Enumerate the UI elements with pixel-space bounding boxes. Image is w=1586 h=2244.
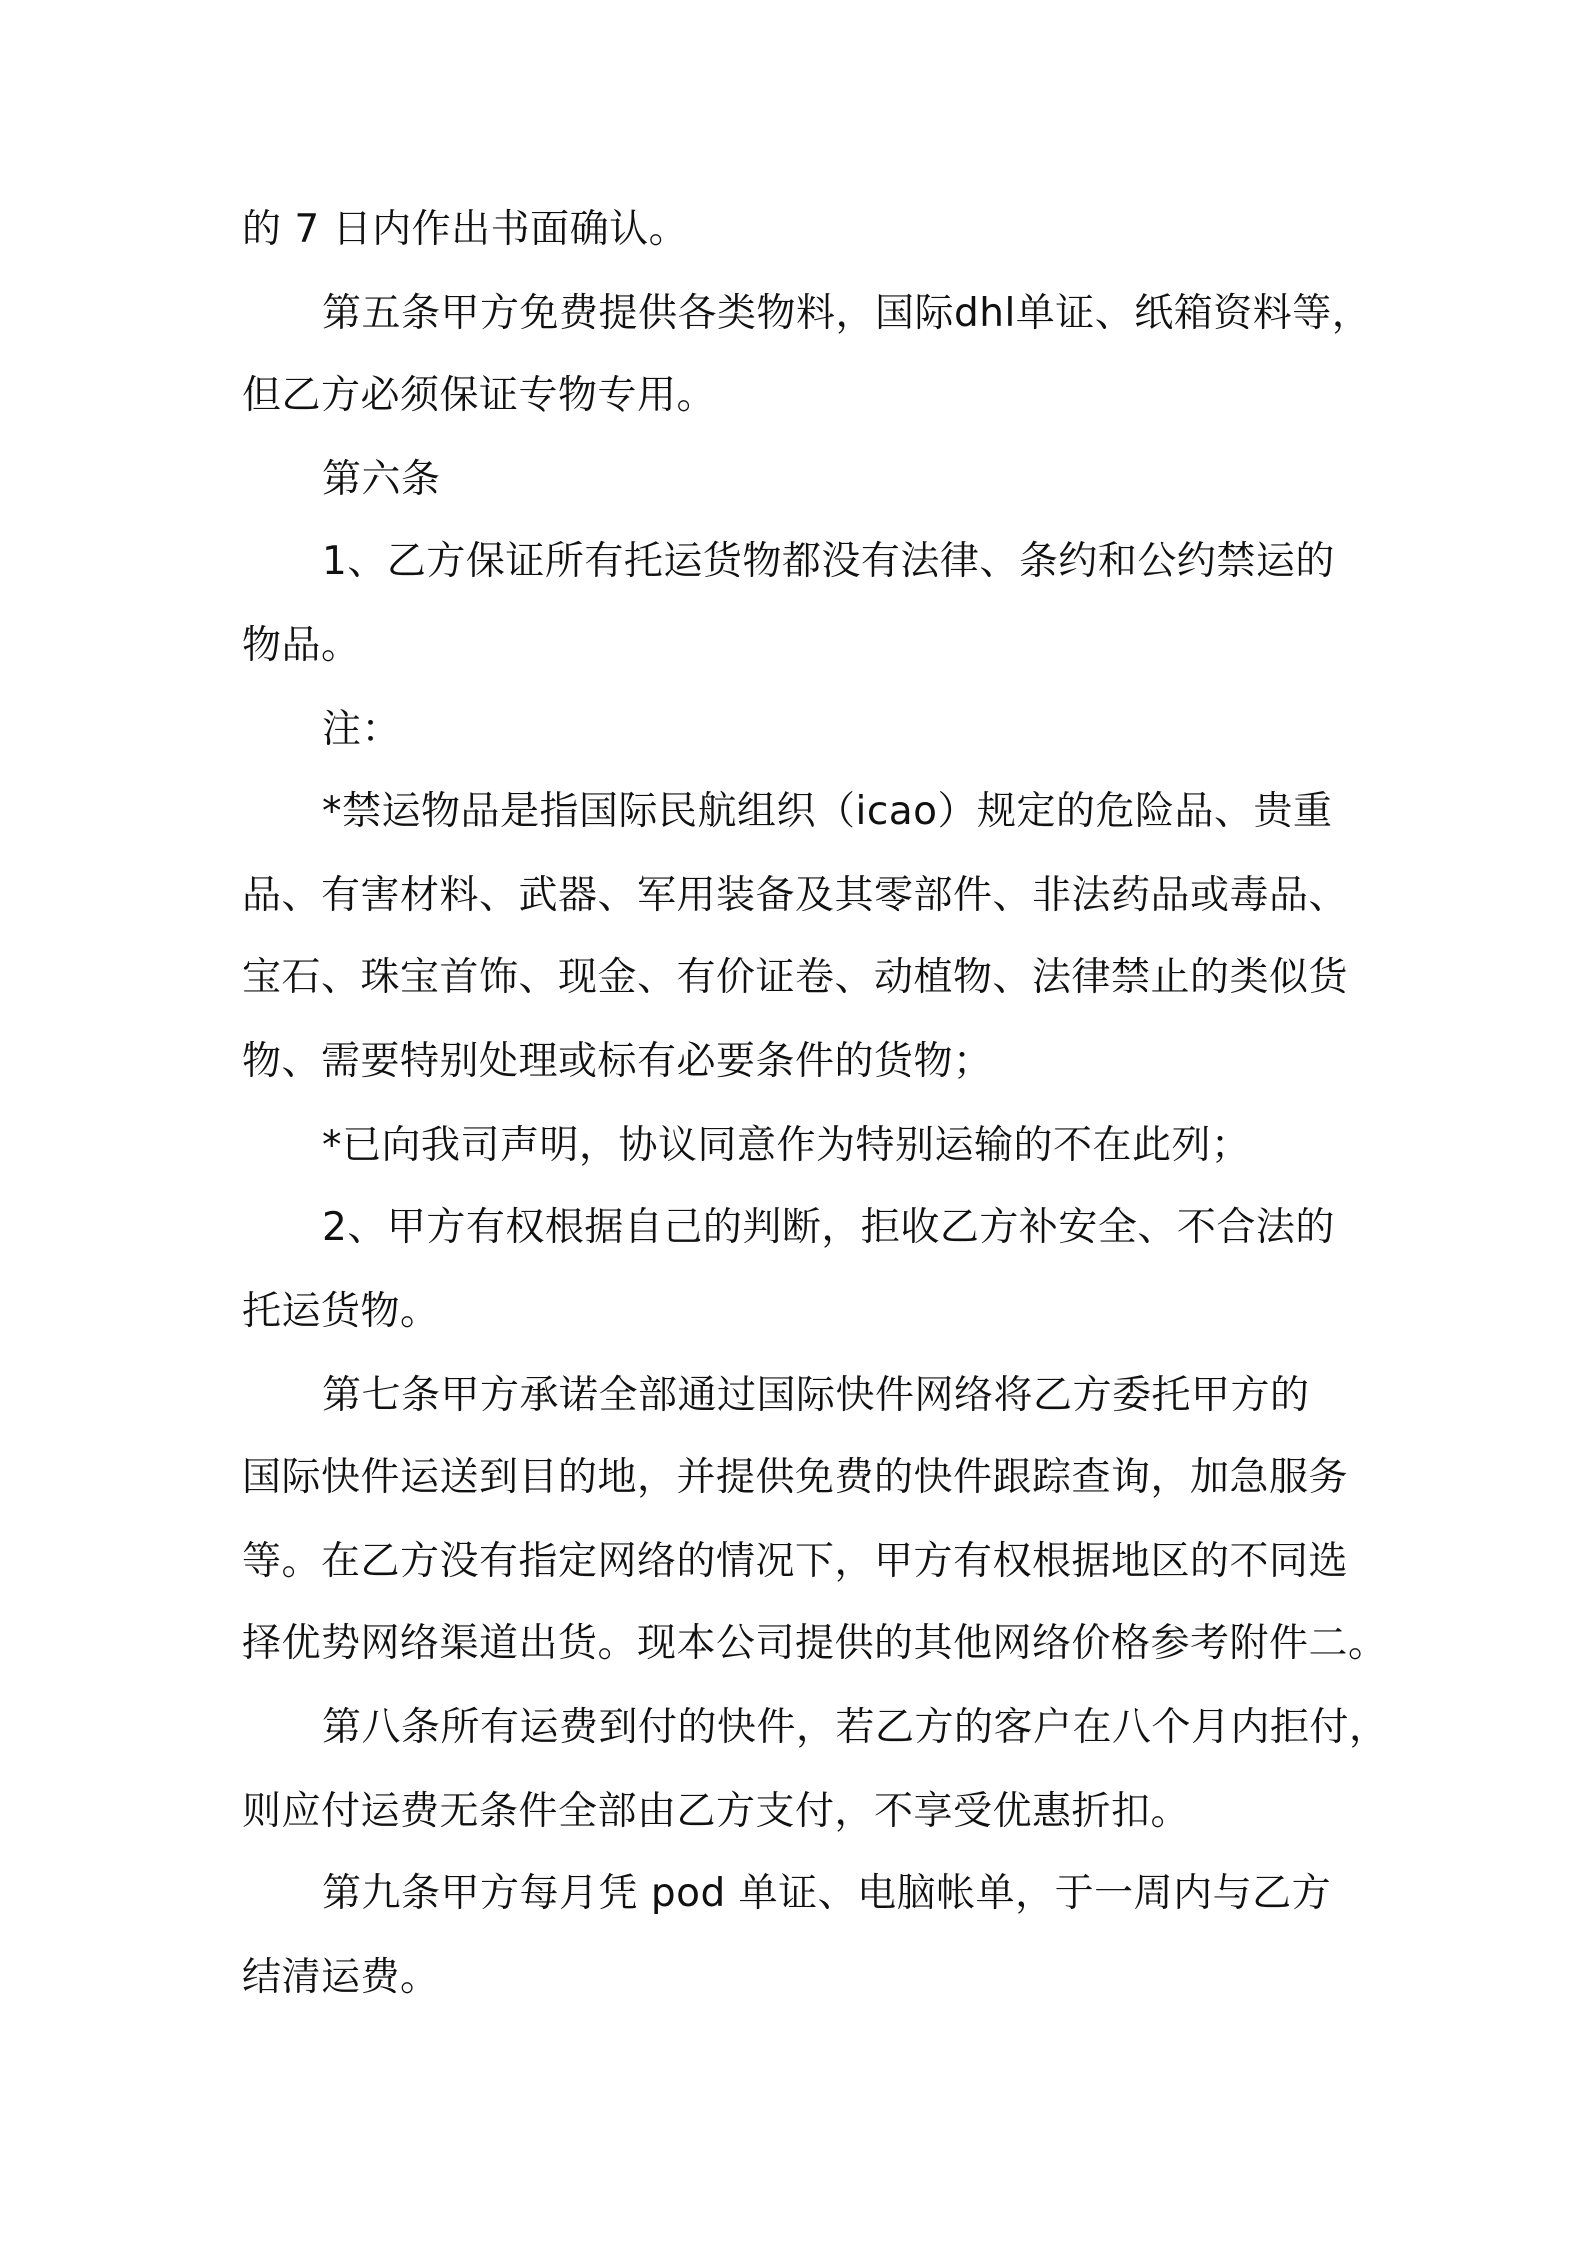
- text-line: 第九条甲方每月凭 pod 单证、电脑帐单，于一周内与乙方: [322, 1871, 1332, 1916]
- text-line: 1、乙方保证所有托运货物都没有法律、条约和公约禁运的: [322, 539, 1335, 584]
- text-line: *禁运物品是指国际民航组织（icao）规定的危险品、贵重: [322, 789, 1333, 834]
- text-line: 品、有害材料、武器、军用装备及其零部件、非法药品或毒品、: [242, 873, 1349, 918]
- text-line: *已向我司声明，协议同意作为特别运输的不在此列；: [322, 1123, 1251, 1168]
- text-line: 结清运费。: [242, 1955, 440, 2000]
- text-line: 则应付运费无条件全部由乙方支付，不享受优惠折扣。: [242, 1789, 1191, 1834]
- text-line: 第六条: [322, 457, 441, 502]
- text-line: 物、需要特别处理或标有必要条件的货物；: [242, 1039, 993, 1084]
- text-line: 等。在乙方没有指定网络的情况下，甲方有权根据地区的不同选: [242, 1539, 1349, 1584]
- text-line: 物品。: [242, 623, 361, 668]
- text-line: 但乙方必须保证专物专用。: [242, 373, 717, 418]
- text-line: 的 7 日内作出书面确认。: [242, 207, 689, 252]
- text-line: 第五条甲方免费提供各类物料，国际dhl单证、纸箱资料等，: [322, 291, 1372, 336]
- text-line: 宝石、珠宝首饰、现金、有价证卷、动植物、法律禁止的类似货: [242, 955, 1349, 1000]
- text-line: 国际快件运送到目的地，并提供免费的快件跟踪查询，加急服务: [242, 1455, 1349, 1500]
- text-line: 第七条甲方承诺全部通过国际快件网络将乙方委托甲方的: [322, 1373, 1310, 1418]
- text-line: 2、甲方有权根据自己的判断，拒收乙方补安全、不合法的: [322, 1205, 1335, 1250]
- text-line: 托运货物。: [242, 1289, 440, 1334]
- text-line: 择优势网络渠道出货。现本公司提供的其他网络价格参考附件二。: [242, 1621, 1388, 1666]
- text-line: 第八条所有运费到付的快件，若乙方的客户在八个月内拒付，: [322, 1705, 1389, 1750]
- text-line: 注：: [322, 707, 402, 752]
